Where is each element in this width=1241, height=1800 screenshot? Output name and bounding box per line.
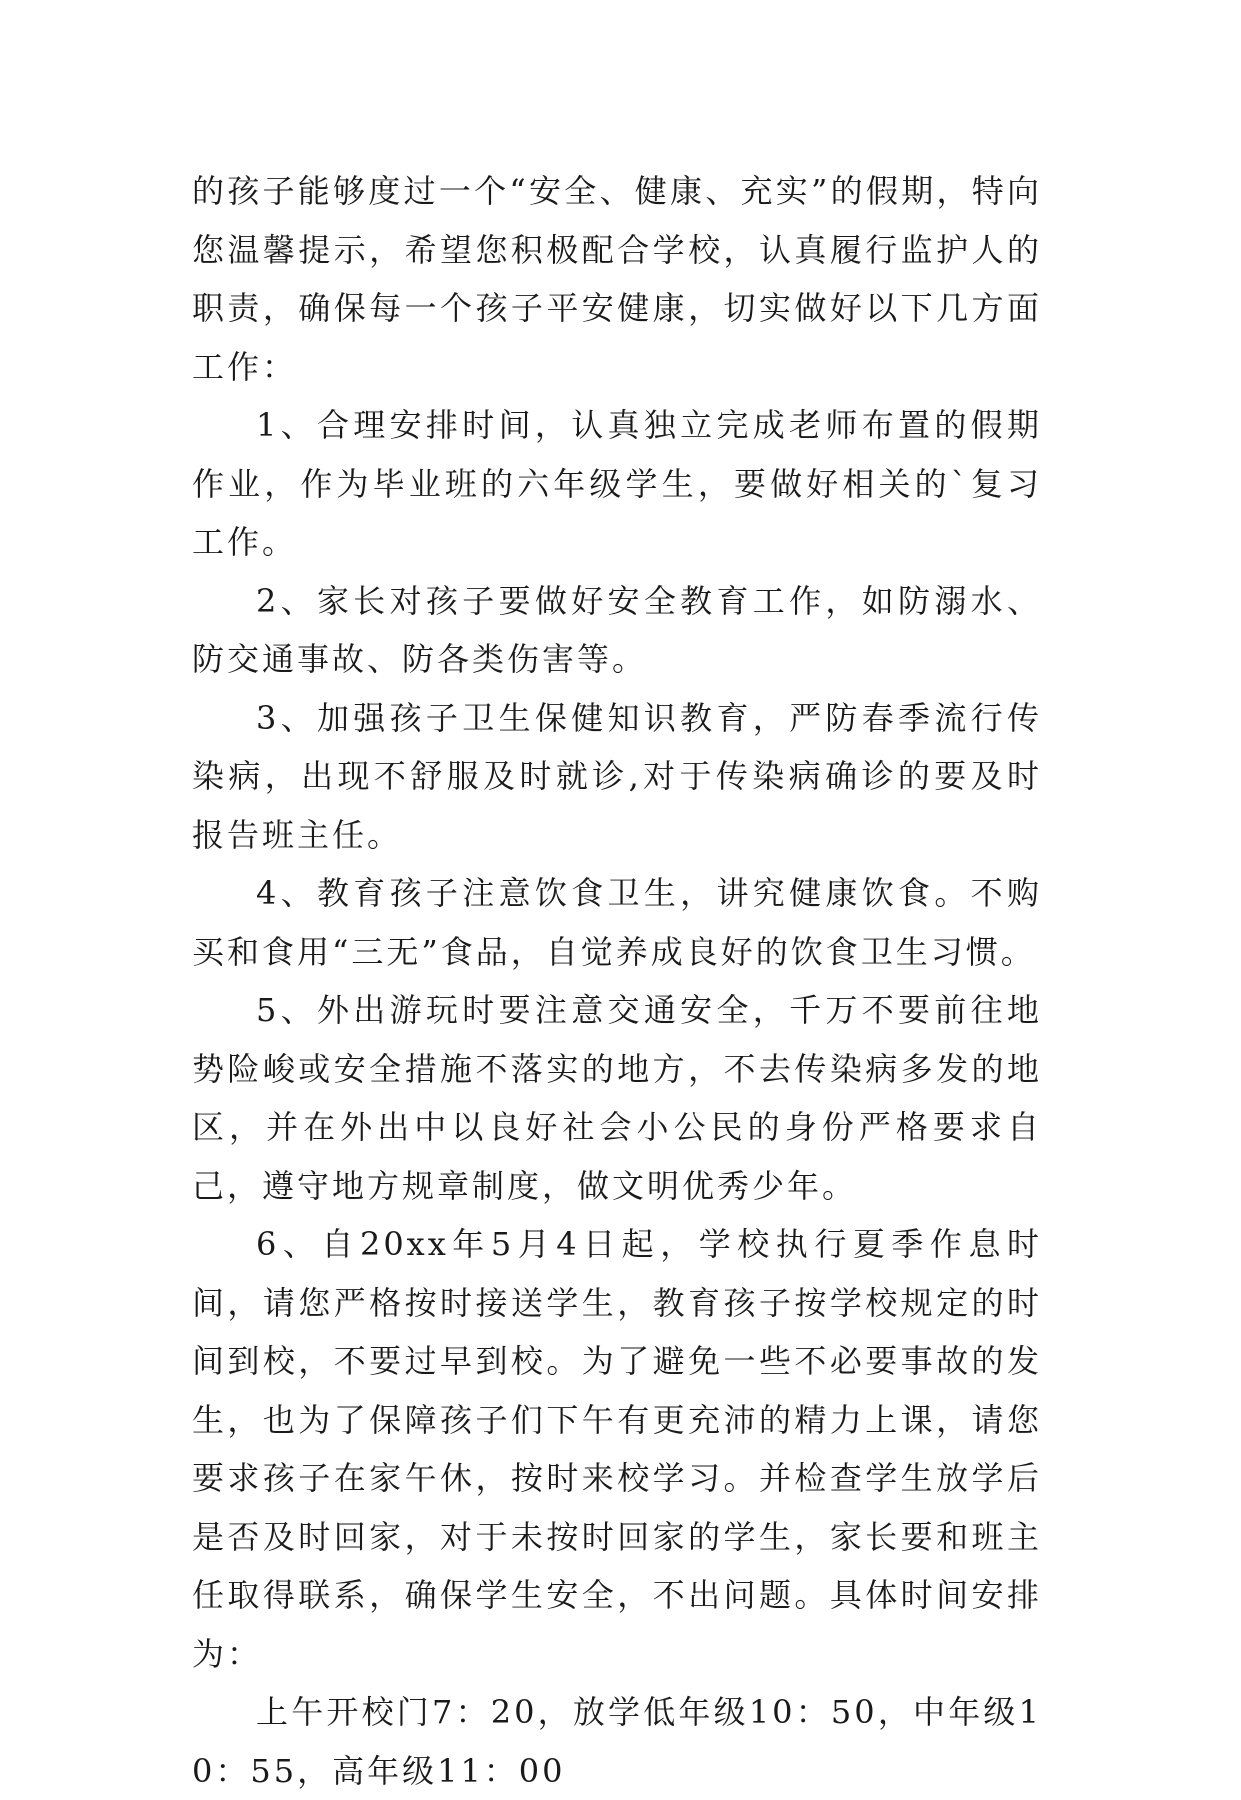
paragraph-item-3: 3、加强孩子卫生保健知识教育，严防春季流行传染病，出现不舒服及时就诊,对于传染病确诊的要及时报告班主任。: [192, 698, 1042, 854]
paragraph-item-4: 4、教育孩子注意饮食卫生，讲究健康饮食。不购买和食用“三无”食品，自觉养成良好的饮食卫生习惯。: [192, 874, 1042, 971]
paragraph-intro-continuation: 的孩子能够度过一个“安全、健康、充实”的假期，特向您温馨提示，希望您积极配合学校，认真履行监护人的职责，确保每一个孩子平安健康，切实做好以下几方面工作：: [192, 172, 1042, 386]
paragraph-item-5: 5、外出游玩时要注意交通安全，千万不要前往地势险峻或安全措施不落实的地方，不去传染病多发的地区，并在外出中以良好社会小公民的身份严格要求自己，遵守地方规章制度，做文明优秀少年。: [192, 991, 1042, 1205]
document-body: [192, 162, 1042, 1800]
paragraph-item-1: 1、合理安排时间，认真独立完成老师布置的假期作业，作为毕业班的六年级学生，要做好相关的`复习工作。: [192, 406, 1042, 561]
paragraph-item-6: 6、自20xx年5月4日起，学校执行夏季作息时间，请您严格按时接送学生，教育孩子按学校规定的时间到校，不要过早到校。为了避免一些不必要事故的发生，也为了保障孩子们下午有更充沛的精力上课，请您要求孩子在家午休，按时来校学习。并检查学生放学后是否及时回家，对于未按时回家的学生，家长要和班主任取得联系，确保学生安全，不出问题。具体时间安排为：: [192, 1225, 1042, 1673]
paragraph-schedule: 上午开校门7：20，放学低年级10：50，中年级10：55，高年级11：00: [192, 1693, 1042, 1790]
paragraph-item-2: 2、家长对孩子要做好安全教育工作，如防溺水、防交通事故、防各类伤害等。: [192, 581, 1042, 678]
